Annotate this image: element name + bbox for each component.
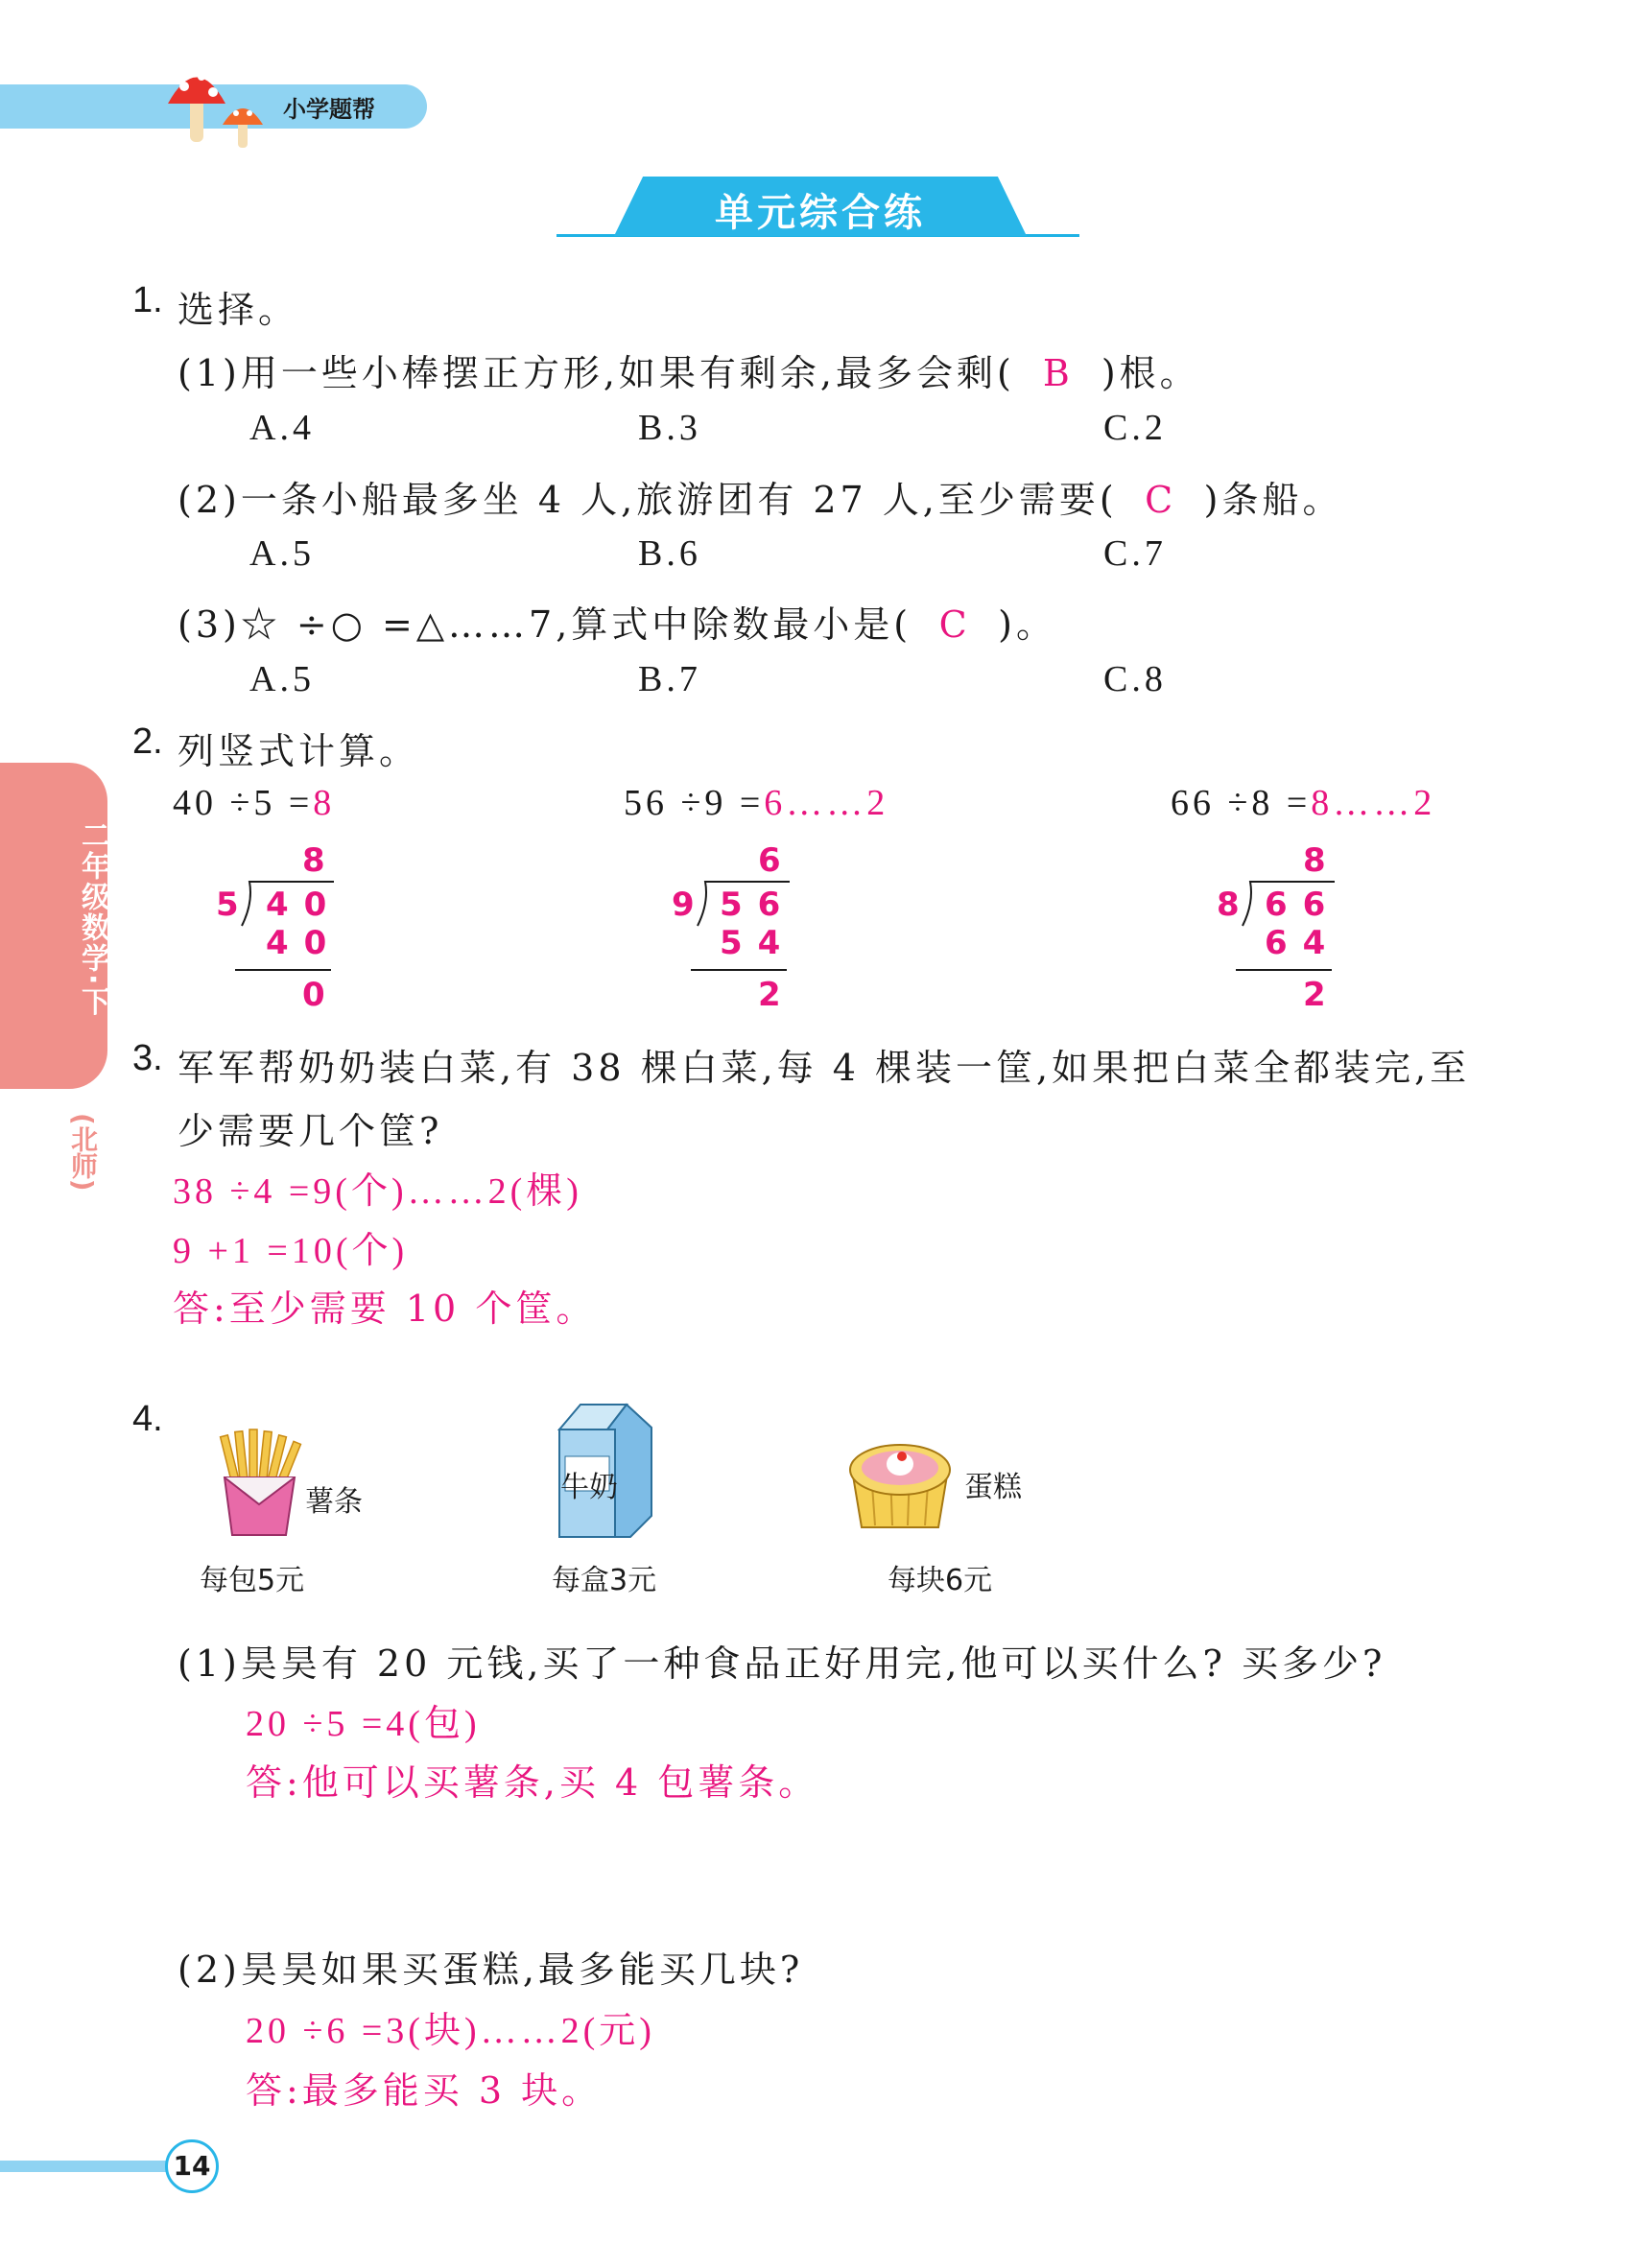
dividend: 40	[266, 886, 343, 924]
cake-icon	[842, 1431, 958, 1537]
quotient: 8	[302, 841, 341, 880]
division-line	[691, 969, 787, 971]
question-text: 少需要几个筐?	[178, 1110, 443, 1152]
division-expression: 40 ÷5 =8	[173, 783, 336, 823]
option: B.3	[638, 408, 701, 448]
divisor: 9	[672, 886, 710, 924]
option: B.6	[638, 533, 701, 574]
q1-item3: (3)☆ ÷○ =△……7,算式中除数最小是( C )。	[178, 603, 1056, 646]
food-name: 蛋糕	[964, 1471, 1022, 1504]
answer-line: 答:他可以买薯条,买 4 包薯条。	[246, 1761, 819, 1804]
answer-line: 9 +1 =10(个)	[173, 1231, 409, 1271]
quotient: 8	[1303, 841, 1341, 880]
footer-bar	[0, 2161, 192, 2172]
food-price: 每包5元	[200, 1564, 305, 1597]
food-name: 牛奶	[560, 1471, 618, 1504]
dividend: 66	[1265, 886, 1341, 924]
division-expression: 56 ÷9 =6……2	[624, 783, 889, 823]
division-line	[235, 969, 331, 971]
option: C.7	[1103, 533, 1167, 574]
question-number: 2.	[132, 721, 163, 762]
page-title: 单元综合练	[715, 191, 926, 235]
division-expression: 66 ÷8 =8……2	[1171, 783, 1436, 823]
remainder: 2	[758, 976, 796, 1014]
fries-icon	[213, 1428, 304, 1538]
food-price: 每块6元	[888, 1564, 993, 1597]
divisor: 5	[216, 886, 254, 924]
brand-name: 小学题帮	[283, 96, 375, 123]
question-number: 4.	[132, 1399, 163, 1439]
option: A.4	[249, 408, 315, 448]
question-text: 军军帮奶奶装白菜,有 38 棵白菜,每 4 棵装一筐,如果把白菜全都装完,至	[178, 1047, 1471, 1089]
grade-label: 二年级数学·下	[76, 820, 109, 1018]
question-prompt: 选择。	[178, 289, 299, 331]
mushroom-logo-icon	[163, 56, 278, 152]
divisor: 8	[1217, 886, 1255, 924]
answer-line: 20 ÷6 =3(块)……2(元)	[246, 2011, 655, 2051]
answer: C	[938, 603, 971, 646]
remainder: 2	[1303, 976, 1341, 1014]
food-name: 薯条	[305, 1485, 363, 1519]
question-number: 3.	[132, 1038, 163, 1078]
option: A.5	[249, 659, 315, 699]
remainder: 0	[302, 976, 341, 1014]
question-text: (2)昊昊如果买蛋糕,最多能买几块?	[178, 1949, 804, 1991]
q1-item1: (1)用一些小棒摆正方形,如果有剩余,最多会剩( B )根。	[178, 352, 1200, 394]
edition-label: (北师)	[67, 1113, 99, 1192]
option: C.2	[1103, 408, 1167, 448]
food-price: 每盒3元	[552, 1564, 657, 1597]
answer-line: 38 ÷4 =9(个)……2(棵)	[173, 1171, 582, 1212]
option: C.8	[1103, 659, 1167, 699]
option: A.5	[249, 533, 315, 574]
option: B.7	[638, 659, 701, 699]
answer: C	[1145, 479, 1177, 521]
product: 40	[266, 924, 343, 962]
page-number: 14	[165, 2139, 219, 2193]
q1-item2: (2)一条小船最多坐 4 人,旅游团有 27 人,至少需要( C )条船。	[178, 479, 1343, 521]
division-line	[1236, 969, 1332, 971]
answer: B	[1042, 352, 1074, 394]
question-number: 1.	[132, 280, 163, 320]
question-prompt: 列竖式计算。	[178, 730, 420, 772]
answer-line: 答:最多能买 3 块。	[246, 2069, 603, 2112]
question-text: (1)昊昊有 20 元钱,买了一种食品正好用完,他可以买什么? 买多少?	[178, 1642, 1386, 1685]
quotient: 6	[758, 841, 796, 880]
answer-line: 20 ÷5 =4(包)	[246, 1704, 481, 1744]
product: 54	[720, 924, 796, 962]
dividend: 56	[720, 886, 796, 924]
product: 64	[1265, 924, 1341, 962]
answer-line: 答:至少需要 10 个筐。	[173, 1288, 597, 1330]
